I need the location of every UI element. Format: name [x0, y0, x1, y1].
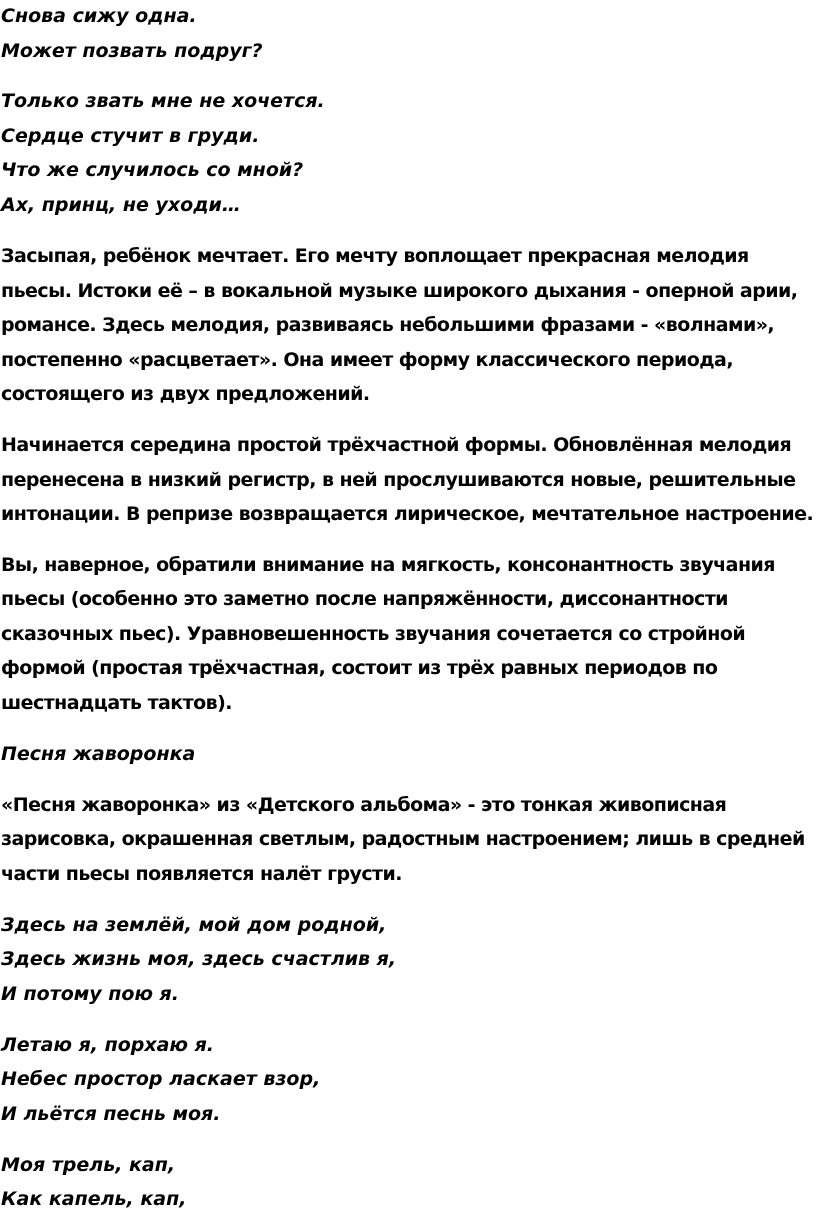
- poem-line: И льётся песнь моя.: [1, 1103, 221, 1125]
- paragraph-line: «Песня жаворонка» из «Детского альбома» - это тонкая живописная: [1, 794, 727, 816]
- paragraph-line: состоящего из двух предложений.: [1, 383, 370, 405]
- poem-line: Что же случилось со мной?: [1, 159, 304, 181]
- paragraph-line: Вы, наверное, обратили внимание на мягкость, консонантность звучания: [1, 554, 775, 576]
- poem-line: Сердце стучит в груди.: [1, 125, 260, 147]
- poem-line: Ах, принц, не уходи…: [1, 194, 241, 216]
- poem-line: Здесь жизнь моя, здесь счастлив я,: [1, 948, 397, 970]
- paragraph-line: части пьесы появляется налёт грусти.: [1, 863, 402, 885]
- paragraph-line: шестнадцать тактов).: [1, 692, 232, 714]
- paragraph-line: формой (простая трёхчастная, состоит из трёх равных периодов по: [1, 657, 718, 679]
- poem-line: Снова сижу одна.: [1, 5, 197, 27]
- paragraph-line: пьесы (особенно это заметно после напряжённости, диссонантности: [1, 588, 728, 610]
- paragraph-line: постепенно «расцветает». Она имеет форму классического периода,: [1, 349, 733, 371]
- paragraph-line: Начинается середина простой трёхчастной формы. Обновлённая мелодия: [1, 434, 792, 456]
- poem-line: И потому пою я.: [1, 983, 179, 1005]
- section-title: Песня жаворонка: [1, 743, 196, 765]
- paragraph-line: интонации. В репризе возвращается лирическое, мечтательное настроение.: [1, 503, 814, 525]
- paragraph-line: романсе. Здесь мелодия, развиваясь небольшими фразами - «волнами»,: [1, 314, 775, 336]
- paragraph-line: пьесы. Истоки её – в вокальной музыке широкого дыхания - оперной арии,: [1, 280, 798, 302]
- poem-line: Моя трель, кап,: [1, 1154, 176, 1176]
- paragraph-line: перенесена в низкий регистр, в ней прослушиваются новые, решительные: [1, 469, 796, 491]
- paragraph-line: зарисовка, окрашенная светлым, радостным настроением; лишь в средней: [1, 828, 805, 850]
- poem-line: Здесь на землёй, мой дом родной,: [1, 914, 387, 936]
- poem-line: Может позвать подруг?: [1, 40, 263, 62]
- poem-line: Как капель, кап,: [1, 1188, 187, 1210]
- poem-line: Небес простор ласкает взор,: [1, 1068, 321, 1090]
- poem-line: Только звать мне не хочется.: [1, 90, 325, 112]
- paragraph-line: сказочных пьес). Уравновешенность звучания сочетается со стройной: [1, 623, 746, 645]
- paragraph-line: Засыпая, ребёнок мечтает. Его мечту воплощает прекрасная мелодия: [1, 245, 749, 267]
- poem-line: Летаю я, порхаю я.: [1, 1034, 214, 1056]
